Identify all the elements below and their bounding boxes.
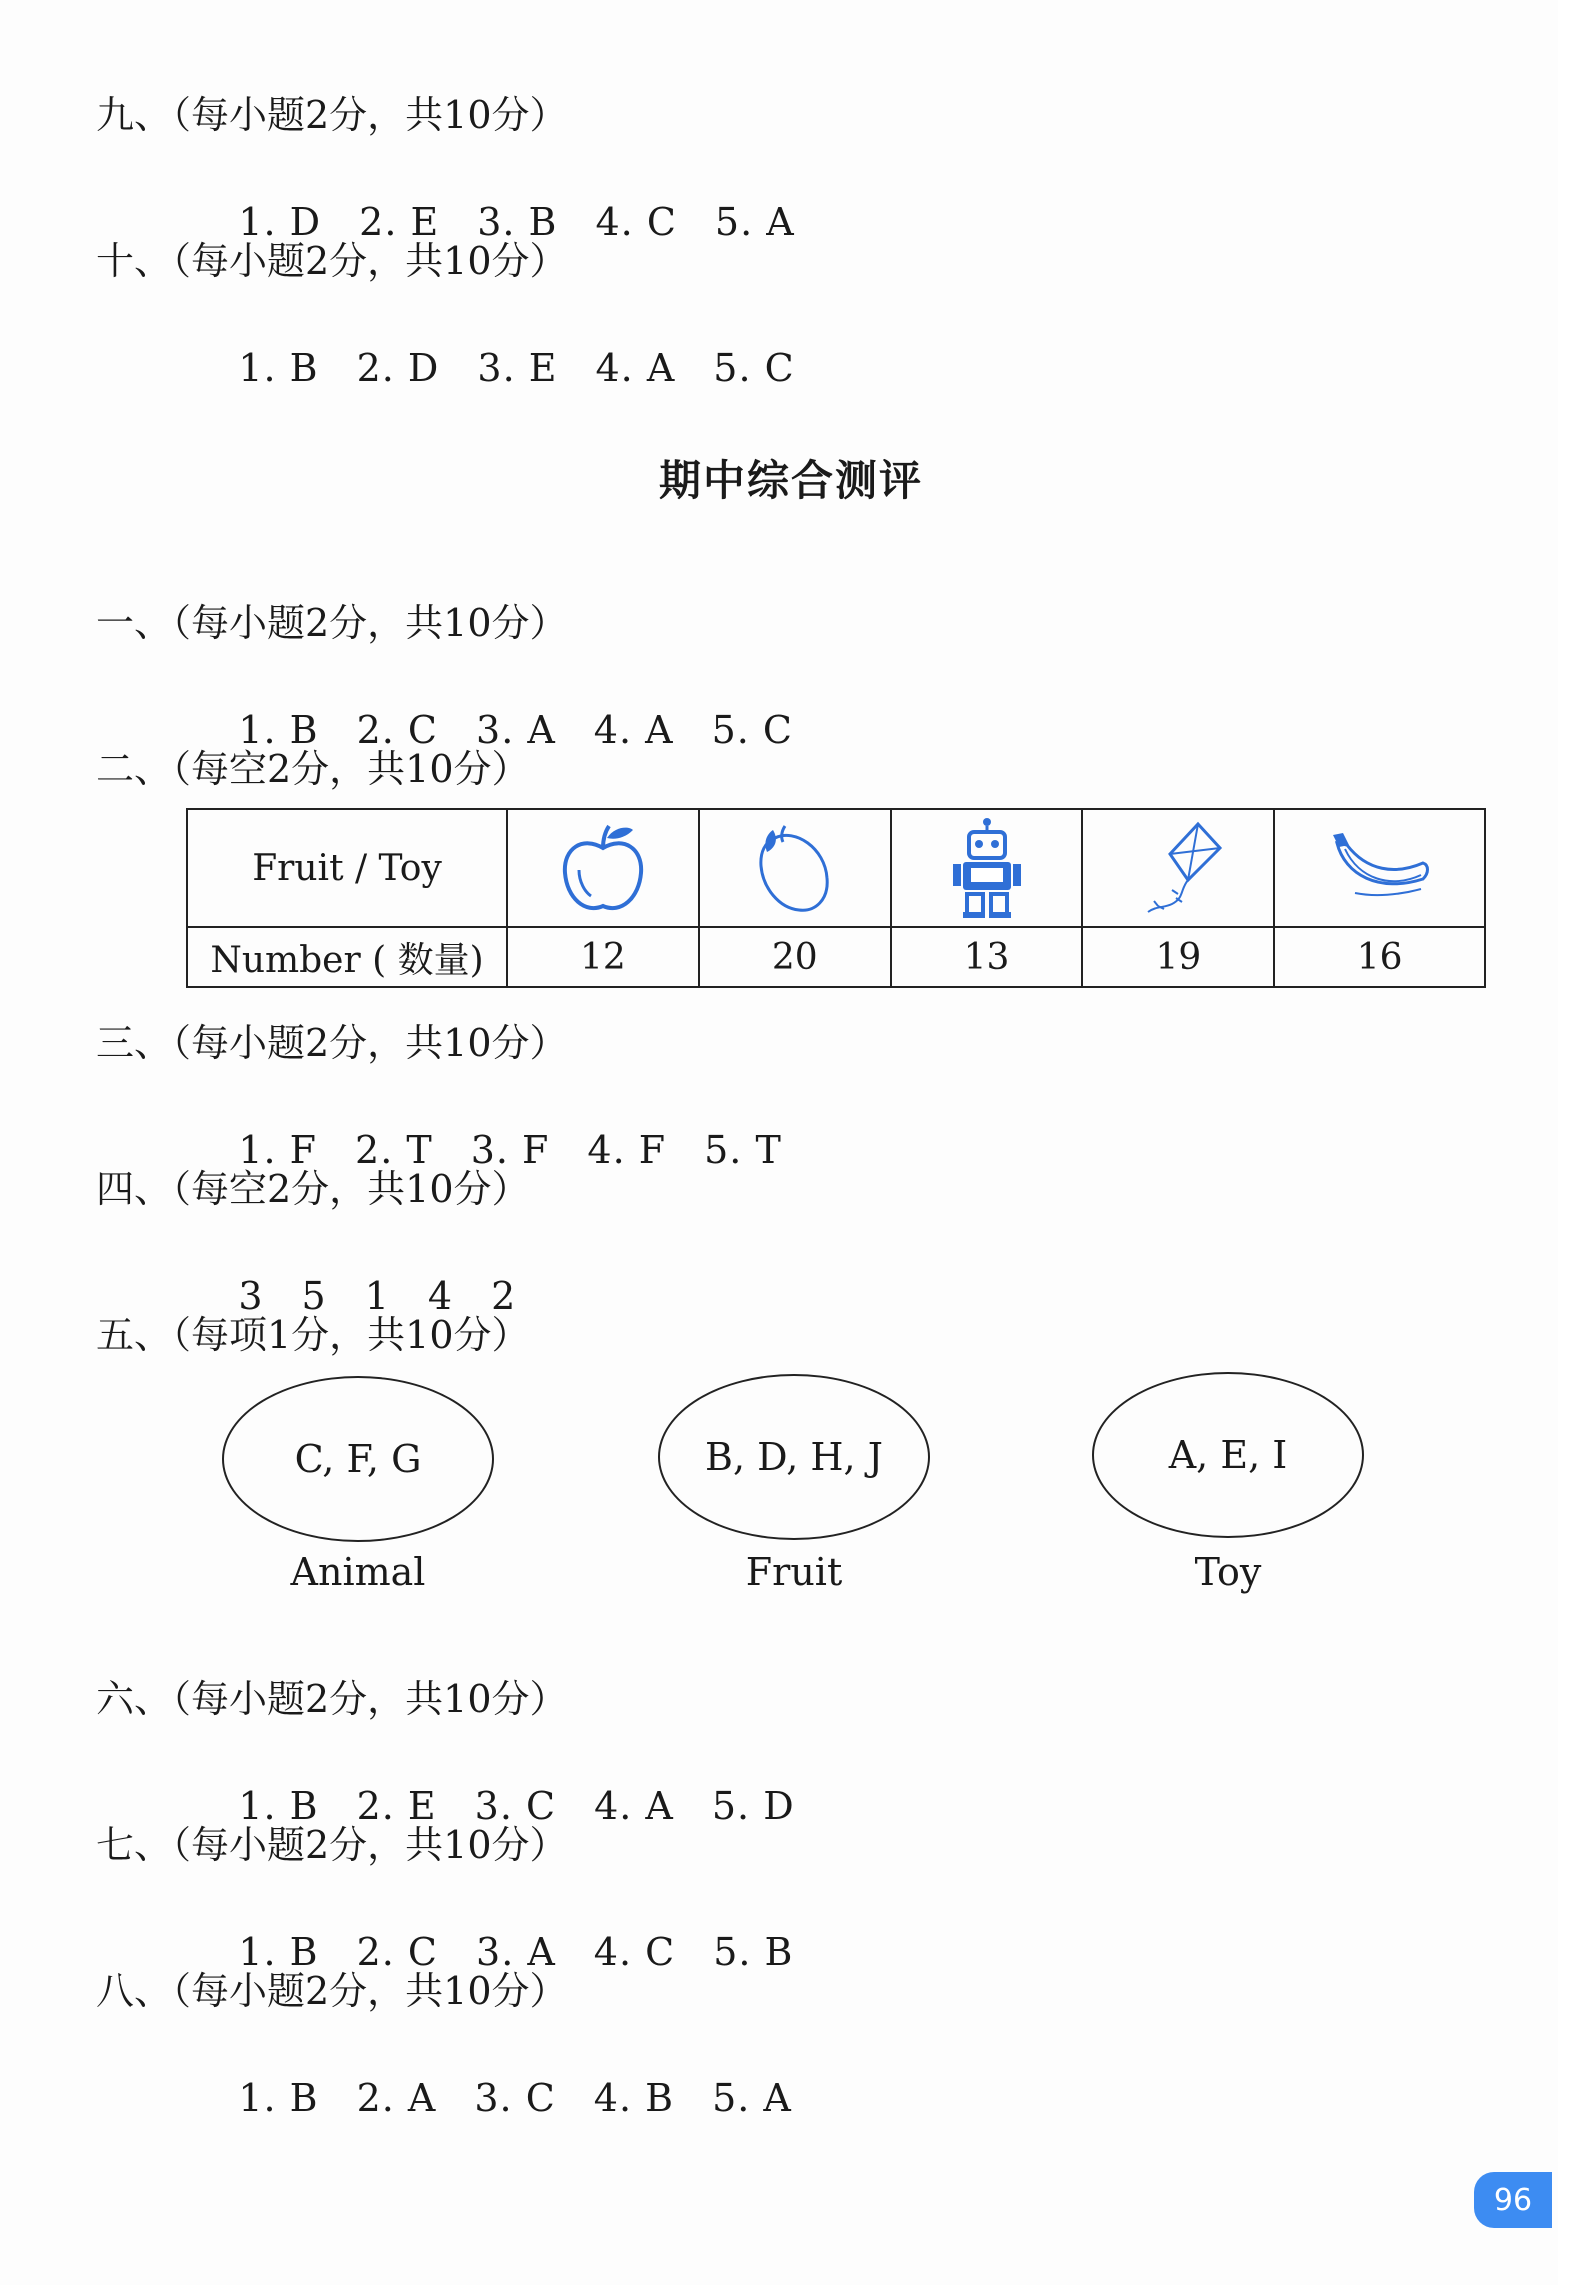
table-icon-cell bbox=[891, 809, 1083, 927]
answer: 3. B bbox=[477, 200, 558, 244]
answer: 1. B bbox=[238, 1930, 319, 1974]
table-row-label: Number ( 数量) bbox=[187, 927, 507, 987]
answer: 3. C bbox=[474, 2076, 556, 2120]
table-icon-cell bbox=[699, 809, 891, 927]
section-heading: 八、（每小题2分，共10分） bbox=[96, 1969, 568, 2013]
group-label: Toy bbox=[1194, 1550, 1262, 1594]
answer: 5. A bbox=[712, 2076, 792, 2120]
answer: 4. C bbox=[593, 1930, 676, 1974]
answer: 5. C bbox=[711, 708, 793, 752]
answer: 2. T bbox=[355, 1128, 433, 1172]
table-cell-number: 13 bbox=[891, 927, 1083, 987]
answer: 4 bbox=[427, 1274, 454, 1318]
section-heading: 七、（每小题2分，共10分） bbox=[96, 1823, 568, 1867]
answer: 1. B bbox=[238, 2076, 319, 2120]
answer: 2. E bbox=[359, 200, 440, 244]
table-icon-cell bbox=[1274, 809, 1485, 927]
group-label: Fruit bbox=[745, 1550, 843, 1594]
answer: 3 bbox=[238, 1274, 264, 1318]
table-cell-number: 20 bbox=[699, 927, 891, 987]
answer: 4. F bbox=[587, 1128, 667, 1172]
answer-row bbox=[186, 2032, 830, 2164]
answer-row bbox=[186, 302, 833, 434]
answer: 2. C bbox=[356, 708, 439, 752]
answer: 4. C bbox=[595, 200, 677, 244]
table-icon-cell bbox=[507, 809, 699, 927]
page-title: 期中综合测评 bbox=[658, 456, 923, 505]
banana-icon bbox=[1325, 823, 1435, 913]
answer: 1. F bbox=[238, 1128, 318, 1172]
answer: 3. C bbox=[474, 1784, 557, 1828]
table-cell-number: 12 bbox=[507, 927, 699, 987]
answer: 5. B bbox=[713, 1930, 794, 1974]
answer: 2. A bbox=[356, 2076, 437, 2120]
answer: 3. A bbox=[476, 708, 556, 752]
answer: 2 bbox=[491, 1274, 517, 1318]
answer: 4. B bbox=[593, 2076, 675, 2120]
answer: 1. B bbox=[238, 708, 319, 752]
table-header-cell: Fruit / Toy bbox=[187, 809, 507, 927]
answer: 5 bbox=[301, 1274, 327, 1318]
robot-icon bbox=[937, 816, 1037, 920]
section-heading: 十、（每小题2分，共10分） bbox=[96, 239, 568, 283]
answer: 5. D bbox=[711, 1784, 795, 1828]
page-number-badge: 96 bbox=[1474, 2172, 1552, 2228]
answer: 5. A bbox=[714, 200, 795, 244]
answer: 2. D bbox=[356, 346, 440, 390]
answer: 3. F bbox=[470, 1128, 550, 1172]
section-heading: 二、（每空2分，共10分） bbox=[96, 747, 530, 791]
section-heading: 一、（每小题2分，共10分） bbox=[96, 601, 568, 645]
answer: 4. A bbox=[595, 346, 676, 390]
answer: 5. T bbox=[704, 1128, 782, 1172]
group-ellipse-animal: C, F, G bbox=[222, 1376, 494, 1542]
apple-icon bbox=[553, 818, 653, 918]
group-ellipse-fruit: B, D, H, J bbox=[658, 1374, 930, 1540]
answer: 1 bbox=[364, 1274, 390, 1318]
group-label: Animal bbox=[290, 1550, 426, 1594]
table-cell-number: 19 bbox=[1082, 927, 1274, 987]
answer: 3. E bbox=[477, 346, 558, 390]
kite-icon bbox=[1128, 818, 1228, 918]
page-edge bbox=[1558, 0, 1582, 2285]
section-heading: 九、（每小题2分，共10分） bbox=[96, 93, 568, 137]
table-icon-cell bbox=[1082, 809, 1274, 927]
answer: 1. B bbox=[238, 346, 319, 390]
section-heading: 四、（每空2分，共10分） bbox=[96, 1167, 530, 1211]
table-cell-number: 16 bbox=[1274, 927, 1485, 987]
answer: 3. A bbox=[476, 1930, 556, 1974]
group-ellipse-toy: A, E, I bbox=[1092, 1372, 1364, 1538]
lemon-icon bbox=[745, 818, 845, 918]
answer: 1. B bbox=[238, 1784, 319, 1828]
section-heading: 六、（每小题2分，共10分） bbox=[96, 1677, 568, 1721]
answer: 2. C bbox=[356, 1930, 439, 1974]
section-heading: 三、（每小题2分，共10分） bbox=[96, 1021, 568, 1065]
answer: 4. A bbox=[594, 1784, 674, 1828]
answer: 4. A bbox=[593, 708, 674, 752]
answer: 1. D bbox=[238, 200, 322, 244]
section-heading: 五、（每项1分，共10分） bbox=[96, 1313, 530, 1357]
answer: 5. C bbox=[713, 346, 795, 390]
fruit-toy-table bbox=[186, 808, 1486, 988]
answer: 2. E bbox=[356, 1784, 437, 1828]
